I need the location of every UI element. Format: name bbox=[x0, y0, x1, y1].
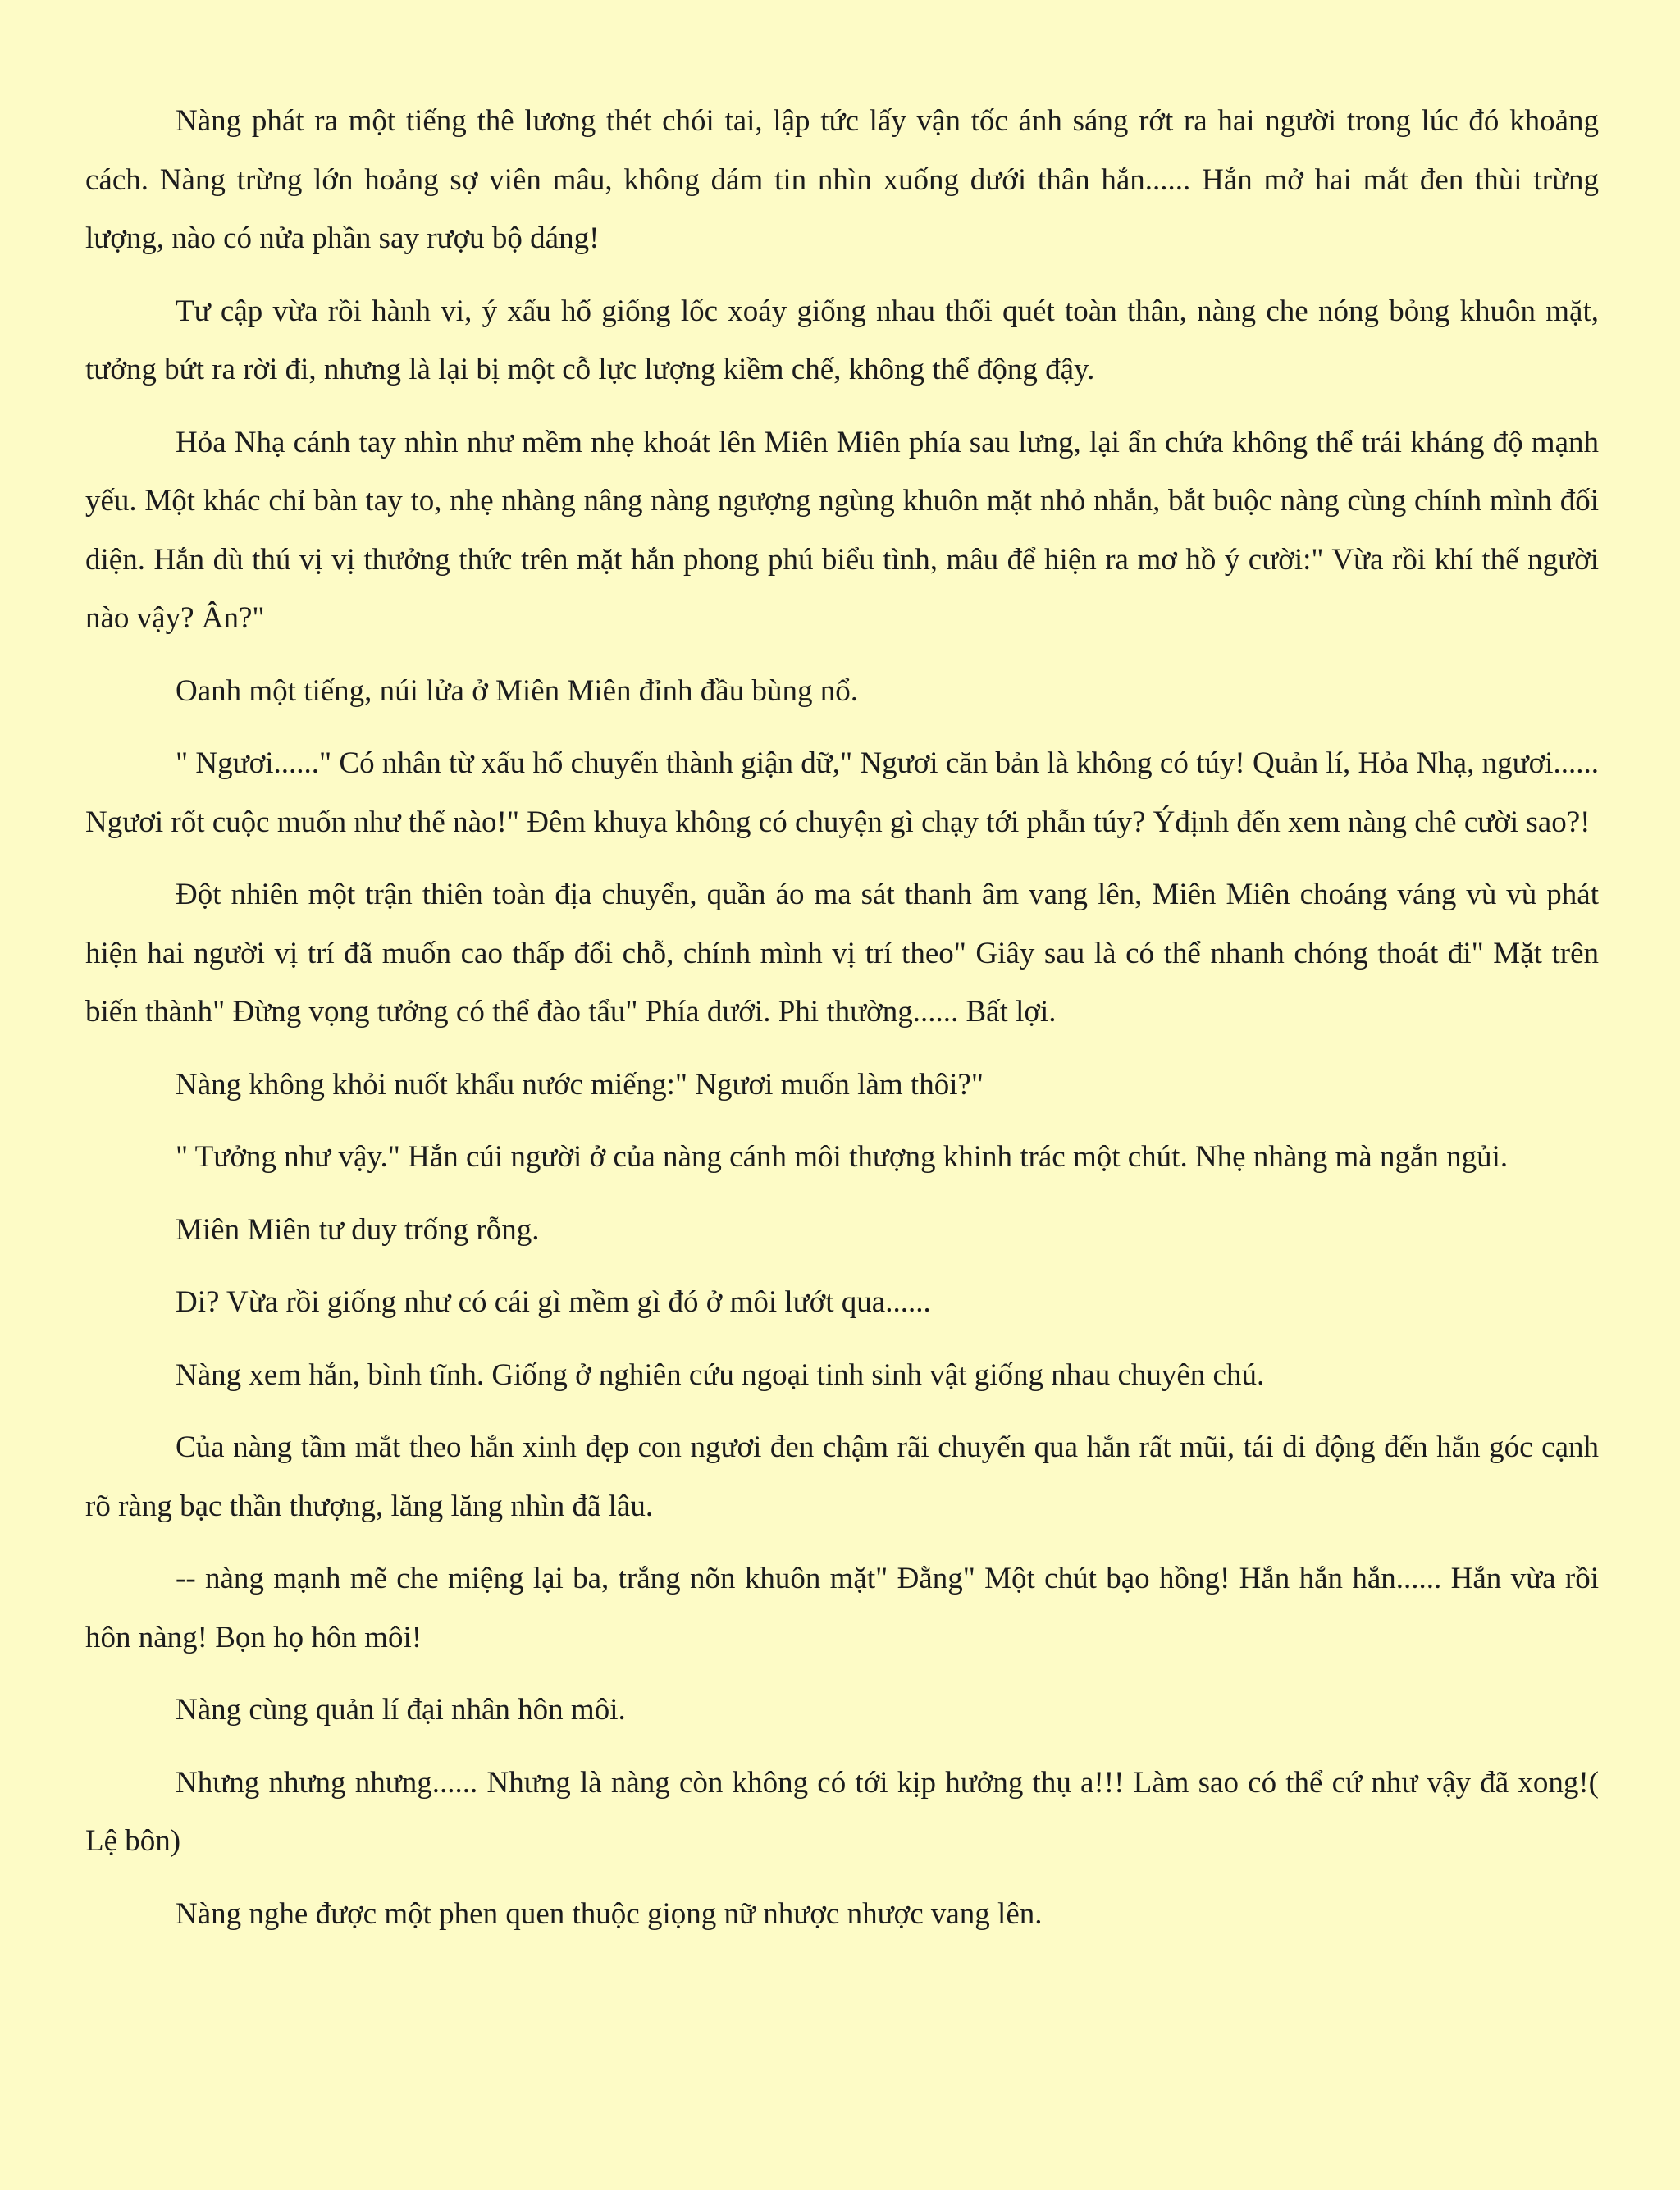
paragraph: Của nàng tầm mắt theo hắn xinh đẹp con ngươi đen chậm rãi chuyển qua hắn rất mũi, tái di động đến hắn góc cạnh rõ ràng bạc thần thượng, lăng lăng nhìn đã lâu. bbox=[85, 1430, 1599, 1523]
paragraph: " Ngươi......" Có nhân từ xấu hổ chuyển thành giận dữ," Ngươi căn bản là không có túy! Quản lí, Hỏa Nhạ, ngươi...... Ngươi rốt cuộc muốn như thế nào!" Đêm khuya không có chuyện gì chạy tới phẫn túy? Ýđịnh đến xem nàng chê cười sao?! bbox=[85, 746, 1599, 839]
paragraph: Nàng nghe được một phen quen thuộc giọng nữ nhược nhược vang lên. bbox=[176, 1896, 1043, 1931]
paragraph: Nàng xem hắn, bình tĩnh. Giống ở nghiên cứu ngoại tinh sinh vật giống nhau chuyên chú. bbox=[176, 1357, 1265, 1392]
paragraph: Nhưng nhưng nhưng...... Nhưng là nàng còn không có tới kịp hưởng thụ a!!! Làm sao có thể cứ như vậy đã xong!( Lệ bôn) bbox=[85, 1765, 1599, 1858]
paragraph: " Tưởng như vậy." Hắn cúi người ở của nàng cánh môi thượng khinh trác một chút. Nhẹ nhàng mà ngắn ngủi. bbox=[176, 1140, 1509, 1174]
paragraph: Nàng cùng quản lí đại nhân hôn môi. bbox=[176, 1693, 626, 1727]
paragraph: Nàng phát ra một tiếng thê lương thét chói tai, lập tức lấy vận tốc ánh sáng rớt ra hai người trong lúc đó khoảng cách. Nàng trừng lớn hoảng sợ viên mâu, không dám tin nhìn xuống dưới thân hắn...... Hắn mở hai mắt đen thùi trừng lượng, nào có nửa phần say rượu bộ dáng! bbox=[85, 104, 1599, 255]
paragraph: Tư cập vừa rồi hành vi, ý xấu hổ giống lốc xoáy giống nhau thổi quét toàn thân, nàng che nóng bỏng khuôn mặt, tưởng bứt ra rời đi, nhưng là lại bị một cỗ lực lượng kiềm chế, không thể động đậy. bbox=[85, 294, 1599, 386]
paragraph: Oanh một tiếng, núi lửa ở Miên Miên đỉnh đầu bùng nổ. bbox=[176, 673, 858, 708]
paragraph: Hỏa Nhạ cánh tay nhìn như mềm nhẹ khoát lên Miên Miên phía sau lưng, lại ẩn chứa không thể trái kháng độ mạnh yếu. Một khác chỉ bàn tay to, nhẹ nhàng nâng nàng ngượng ngùng khuôn mặt nhỏ nhắn, bắt buộc nàng cùng chính mình đối diện. Hắn dù thú vị vị thưởng thức trên mặt hắn phong phú biểu tình, mâu để hiện ra mơ hồ ý cười:" Vừa rồi khí thế người nào vậy? Ân?" bbox=[85, 425, 1599, 635]
paragraph: -- nàng mạnh mẽ che miệng lại ba, trắng nõn khuôn mặt" Đằng" Một chút bạo hồng! Hắn hắn hắn...... Hắn vừa rồi hôn nàng! Bọn họ hôn môi! bbox=[85, 1562, 1599, 1654]
paragraph: Nàng không khỏi nuốt khẩu nước miếng:" Ngươi muốn làm thôi?" bbox=[176, 1067, 984, 1102]
paragraph: Miên Miên tư duy trống rỗng. bbox=[176, 1212, 540, 1247]
paragraph: Di? Vừa rồi giống như có cái gì mềm gì đó ở môi lướt qua...... bbox=[176, 1285, 931, 1319]
paragraph: Đột nhiên một trận thiên toàn địa chuyển, quần áo ma sát thanh âm vang lên, Miên Miên choáng váng vù vù phát hiện hai người vị trí đã muốn cao thấp đổi chỗ, chính mình vị trí theo" Giây sau là có thể nhanh chóng thoát đi" Mặt trên biến thành" Đừng vọng tưởng có thể đào tẩu" Phía dưới. Phi thường...... Bất lợi. bbox=[85, 878, 1599, 1029]
